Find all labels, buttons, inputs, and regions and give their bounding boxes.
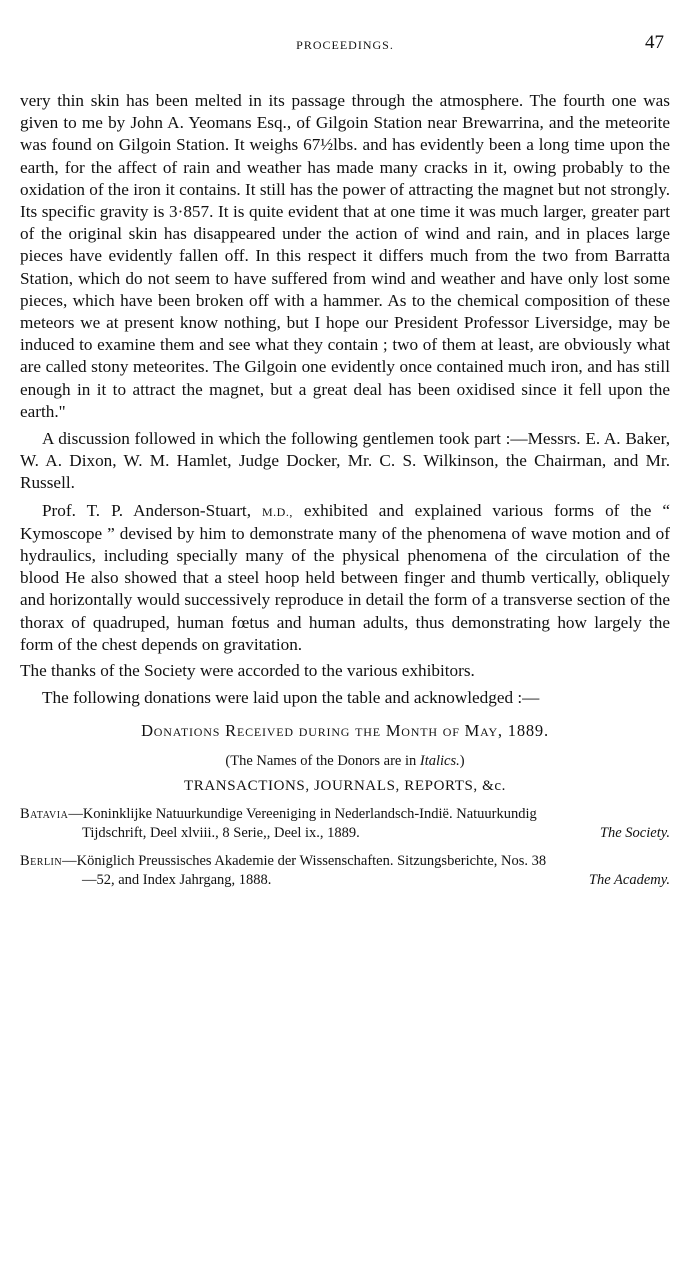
- entry-place: Batavia: [20, 806, 69, 823]
- transactions-heading: TRANSACTIONS, JOURNALS, REPORTS, &c.: [184, 778, 506, 795]
- entry-donor: The Society.: [599, 824, 670, 841]
- entry-text: —Koninklijke Natuurkundige Vereeniging in Nederlandsch-Indië. Natuurkundig Tijdschrift, Deel xlviii., 8 Serie,, Deel ix., 1889.: [68, 806, 537, 841]
- entry-text: —Königlich Preussisches Akademie der Wissenschaften. Sitzungsberichte, Nos. 38—52, and Index Jahrgang, 1888.: [62, 853, 547, 888]
- donors-note-suffix: ): [459, 753, 465, 770]
- donors-note-italic: Italics.: [419, 753, 460, 770]
- donation-entry: [20, 805, 670, 842]
- paragraph-thanks: The thanks of the Society were accorded to the various exhibitors.: [20, 661, 475, 681]
- donation-entry: [20, 852, 670, 889]
- entry-donor: The Academy.: [588, 871, 670, 888]
- body-text: [20, 90, 670, 709]
- donors-note: [20, 753, 670, 770]
- kymoscope-text: exhibited and explained various forms of the “ Kymoscope ” devised by him to demonstrate many of the phenomena of wave motion and of hydraulics, including specially many of the physical phenomena of the circulation of the blood He also showed that a steel hoop held between finger and thumb vertically, obliquely and horizontally would successively reproduce in detail the form of a transverse section of the thorax of quadruped, human fœtus and human adults, thus demonstrating how largely the form of the chest depends on gravitation.: [20, 500, 671, 654]
- exhibitor-name: Prof. T. P. Anderson-Stuart,: [42, 500, 251, 520]
- paragraph-kymoscope: [20, 500, 670, 656]
- entry-place: Berlin: [20, 853, 63, 870]
- page-number: 47: [645, 32, 664, 53]
- running-head: PROCEEDINGS.: [296, 38, 394, 52]
- page-header: [20, 30, 670, 60]
- paragraph-meteorite-description: very thin skin has been melted in its passage through the atmosphere. The fourth one was given to me by John A. Yeomans Esq., of Gilgoin Station near Brewarrina, and the meteorite was found on Gilgoin Station. It weighs 67½lbs. and has evidently been a long time upon the earth, for the affect of rain and weather has made many cracks in it, owing probably to the oxidation of the iron it contains. It still has the power of attracting the magnet but not strongly. Its specific gravity is 3·857. It is quite evident that at one time it was much larger, greater part of the original skin has disappeared under the action of wind and rain, and in places large pieces have evidently fallen off. In this respect it differs much from the two from Barratta Station, which do not seem to have suffered from wind and weather and have only lost some pieces, which have been broken off with a hammer. As to the chemical composition of these meteors we at present know nothing, but I hope our President Professor Liversidge, may be induced to examine them and see what they contain ; two of them at least, are obviously what are called stony meteorites. The Gilgoin one evidently once contained much iron, and has still enough in it to attract the magnet, but a great deal has been oxidised since it fell upon the earth.": [20, 91, 670, 421]
- book-page: [20, 30, 670, 889]
- paragraph-discussion: A discussion followed in which the following gentlemen took part :—Messrs. E. A. Baker, W. A. Dixon, W. M. Hamlet, Judge Docker, Mr. C. S. Wilkinson, the Chairman, and Mr. Russell.: [20, 429, 670, 493]
- paragraph-donations-intro: The following donations were laid upon the table and acknowledged :—: [42, 688, 540, 708]
- donors-note-prefix: (The Names of the Donors are in: [225, 753, 420, 770]
- donations-heading: Donations Received during the Month of May, 1889.: [141, 721, 549, 741]
- exhibitor-degree: M.D.,: [262, 504, 293, 519]
